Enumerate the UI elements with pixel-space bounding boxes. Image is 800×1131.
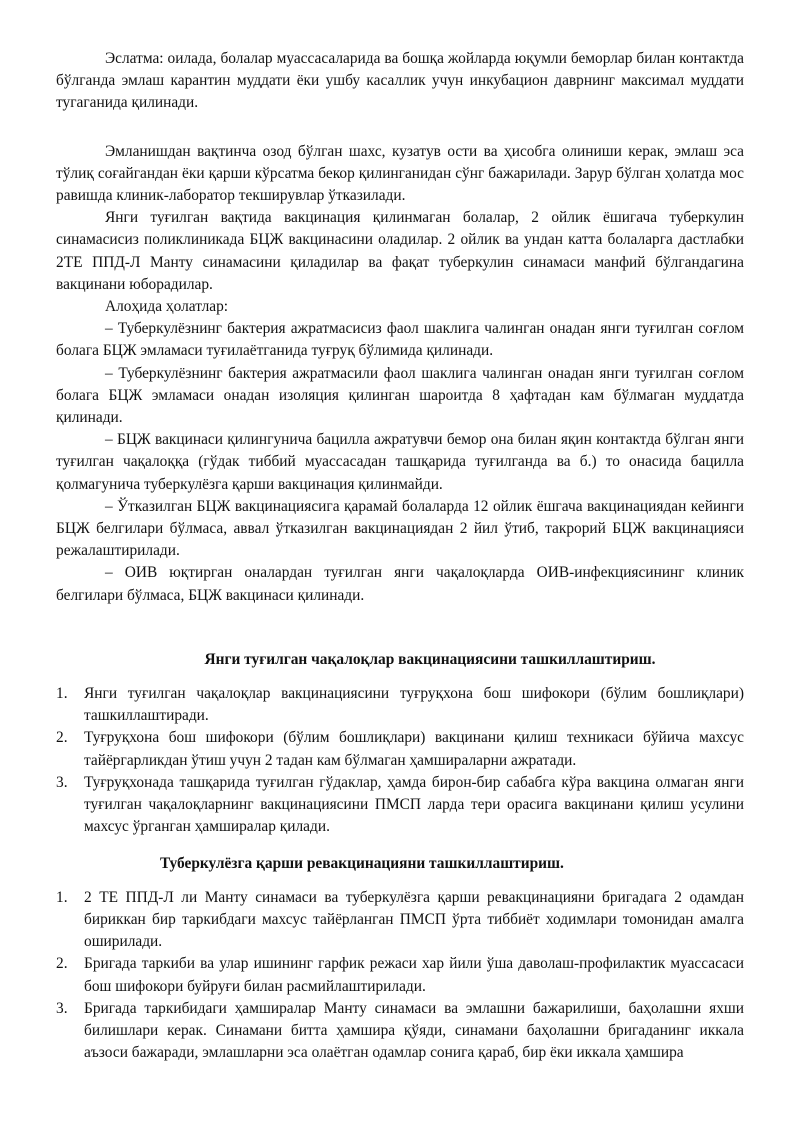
special-case-item: – Ўтказилган БЦЖ вакцинациясига қарамай болаларда 12 ойлик ёшгача вакцинациядан кейинги БЦЖ белгилари бўлмаса, аввал ўтказилган вакцинациядан 2 йил ўтиб, такрорий БЦЖ вакцинацияси режалаштирилади.: [56, 497, 744, 560]
list-item-number: 2.: [56, 729, 68, 747]
list-item: [56, 887, 744, 954]
list-item-number: 1.: [56, 685, 68, 703]
list-item: [56, 772, 744, 839]
document-page: [56, 48, 744, 1064]
special-cases-heading: Алоҳида ҳолатлар:: [105, 298, 229, 316]
newborn-vaccination-list: [56, 683, 744, 838]
section-title-revaccination: Туберкулёзга қарши ревакцинацияни ташкиллаштириш.: [160, 854, 564, 872]
list-item: [56, 998, 744, 1065]
list-item-text: Бригада таркибидаги ҳамширалар Манту синамаси ва эмлашни бажарилиши, баҳолашни яхши билишлари керак. Синамани битта ҳамшира қўяди, синамани баҳолашни бригаданинг иккала аъзоси бажаради, эмлашларни эса олаётган одамлар сонига қараб, бир ёки иккала ҳамшира: [84, 999, 744, 1062]
special-case-item: – БЦЖ вакцинаси қилингунича бацилла ажратувчи бемор она билан яқин контактда бўлган янги туғилган чақалоққа (гўдак тиббий муассасадан ташқарида туғилганда ва б.) то онасида бацилла қолмагунича туберкулёзга қарши вакцинация қилинмайди.: [56, 431, 744, 493]
list-item: [56, 683, 744, 727]
special-case-item: – Туберкулёзнинг бактерия ажратмасили фаол шаклига чалинган онадан янги туғилган соғлом болага БЦЖ эмламаси онадан изоляция қилинган шароитда 8 ҳафтадан кам бўлмаган муддатда қилинади.: [56, 364, 744, 427]
list-item-number: 3.: [56, 773, 68, 791]
body-paragraph: Янги туғилган вақтида вакцинация қилинмаган болалар, 2 ойлик ёшигача туберкулин синамасисиз поликлиникада БЦЖ вакцинасини оладилар. 2 ойлик ва ундан катта болаларга дастлабки 2ТЕ ППД-Л Манту синамасини қиладилар ва фақат туберкулин синамаси манфий бўлгандагина вакцинани юборадилар.: [56, 209, 744, 293]
body-paragraph: Эмланишдан вақтинча озод бўлган шахс, кузатув ости ва ҳисобга олиниши керак, эмлаш эса тўлиқ соғайгандан ёки қарши кўрсатма бекор қилинганидан сўнг бажарилади. Зарур бўлган ҳолатда мос равишда клиник-лаборатор текширувлар ўтказилади.: [56, 142, 744, 205]
list-item-text: Туғруқхона бош шифокори (бўлим бошлиқлари) вакцинани қилиш техникаси бўйича махсус тайёргарликдан ўтиш учун 2 тадан кам бўлмаган ҳамшираларни ажратади.: [84, 729, 744, 769]
special-case-item: – Туберкулёзнинг бактерия ажратмасисиз фаол шаклига чалинган онадан янги туғилган соғлом болага БЦЖ эмламаси туғилаётганида туғруқ бўлимида қилинади.: [56, 320, 744, 360]
list-item: [56, 953, 744, 997]
special-case-item: – ОИВ юқтирган оналардан туғилган янги чақалоқларда ОИВ-инфекциясининг клиник белгилари бўлмаса, БЦЖ вакцинаси қилинади.: [56, 564, 744, 604]
list-item: [56, 727, 744, 771]
section-title-newborn-vaccination: Янги туғилган чақалоқлар вакцинациясини ташкиллаштириш.: [204, 650, 656, 668]
list-item-number: 1.: [56, 888, 68, 906]
revaccination-list: [56, 887, 744, 1065]
list-item-text: 2 ТЕ ППД-Л ли Манту синамаси ва туберкулёзга қарши ревакцинацияни бригадага 2 одамдан бириккан бир таркибдаги махсус тайёрланган ПМСП ўрта тиббиёт ходимлари томонидан амалга оширилади.: [84, 888, 744, 951]
list-item-text: Бригада таркиби ва улар ишининг гарфик режаси хар йили ўша даволаш-профилактик муассасаси бош шифокори буйруғи билан расмийлаштирилади.: [84, 955, 744, 995]
list-item-number: 3.: [56, 999, 68, 1017]
list-item-number: 2.: [56, 955, 68, 973]
note-paragraph: Эслатма: оилада, болалар муассасаларида ва бошқа жойларда юқумли беморлар билан контактда бўлганда эмлаш карантин муддати ёки ушбу касаллик учун инкубацион даврнинг максимал муддати тугаганида қилинади.: [56, 50, 744, 112]
list-item-text: Янги туғилган чақалоқлар вакцинациясини туғруқхона бош шифокори (бўлим бошлиқлари) ташкиллаштиради.: [84, 685, 744, 725]
list-item-text: Туғруқхонада ташқарида туғилган гўдаклар, ҳамда бирон-бир сабабга кўра вакцина олмаган янги туғилган чақалоқларнинг вакцинациясини ПМСП ларда тери орасига вакцинани қилиш усулини махсус ўрганган ҳамширалар қилади.: [84, 773, 744, 836]
